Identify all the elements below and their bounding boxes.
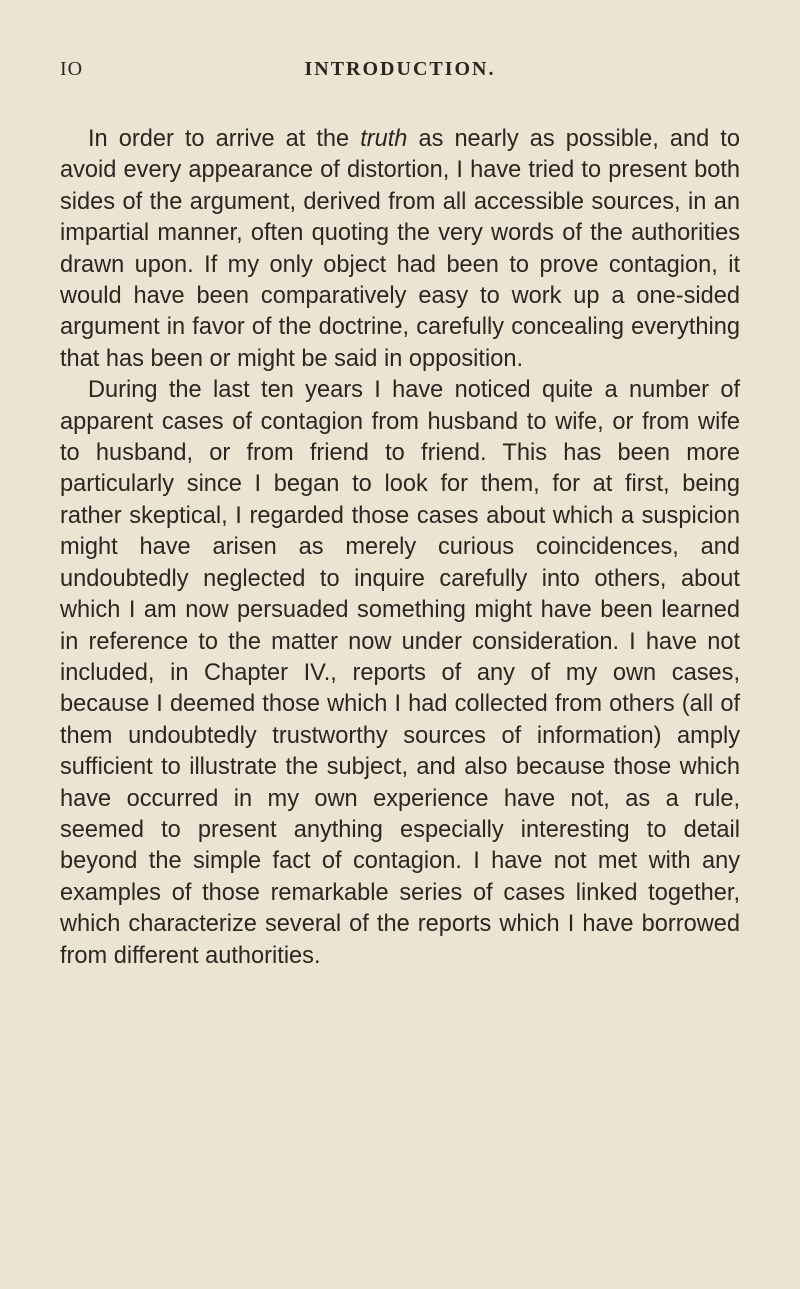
- paragraph-1-italic: truth: [360, 126, 408, 152]
- chapter-title: INTRODUCTION.: [304, 58, 496, 80]
- paragraph-1-rest: as nearly as possible, and to avoid every appearance of distortion, I have tried to present both sides of the argument, derived from all accessible sources, in an impartial manner, often quoting the very words of the authorities drawn upon. If my only object had been to prove contagion, it would have been comparatively easy to work up a one-sided argument in favor of the doctrine, carefully concealing everything that has been or might be said in opposition.: [60, 126, 740, 372]
- paragraph-1-start: In order to arrive at the: [88, 126, 361, 152]
- running-header: [60, 50, 740, 90]
- paragraph-2: During the last ten years I have noticed quite a number of apparent cases of contagion from husband to wife, or from wife to husband, or from friend to friend. This has been more particularly since I began to look for them, for at first, being rather skeptical, I regarded those cases about which a suspicion might have arisen as merely curious coincidences, and undoubtedly neglected to inquire carefully into others, about which I am now persuaded something might have been learned in reference to the matter now under consideration. I have not included, in Chapter IV., reports of any of my own cases, because I deemed those which I had collected from others (all of them undoubtedly trustworthy sources of information) amply sufficient to illustrate the subject, and also because those which have occurred in my own experience have not, as a rule, seemed to present anything especially interesting to detail beyond the simple fact of contagion. I have not met with any examples of those remarkable series of cases linked together, which characterize several of the reports which I have borrowed from different authorities.: [60, 377, 740, 969]
- page-number: IO: [60, 58, 84, 80]
- body-text: [60, 124, 740, 972]
- paragraph-1: [60, 124, 740, 375]
